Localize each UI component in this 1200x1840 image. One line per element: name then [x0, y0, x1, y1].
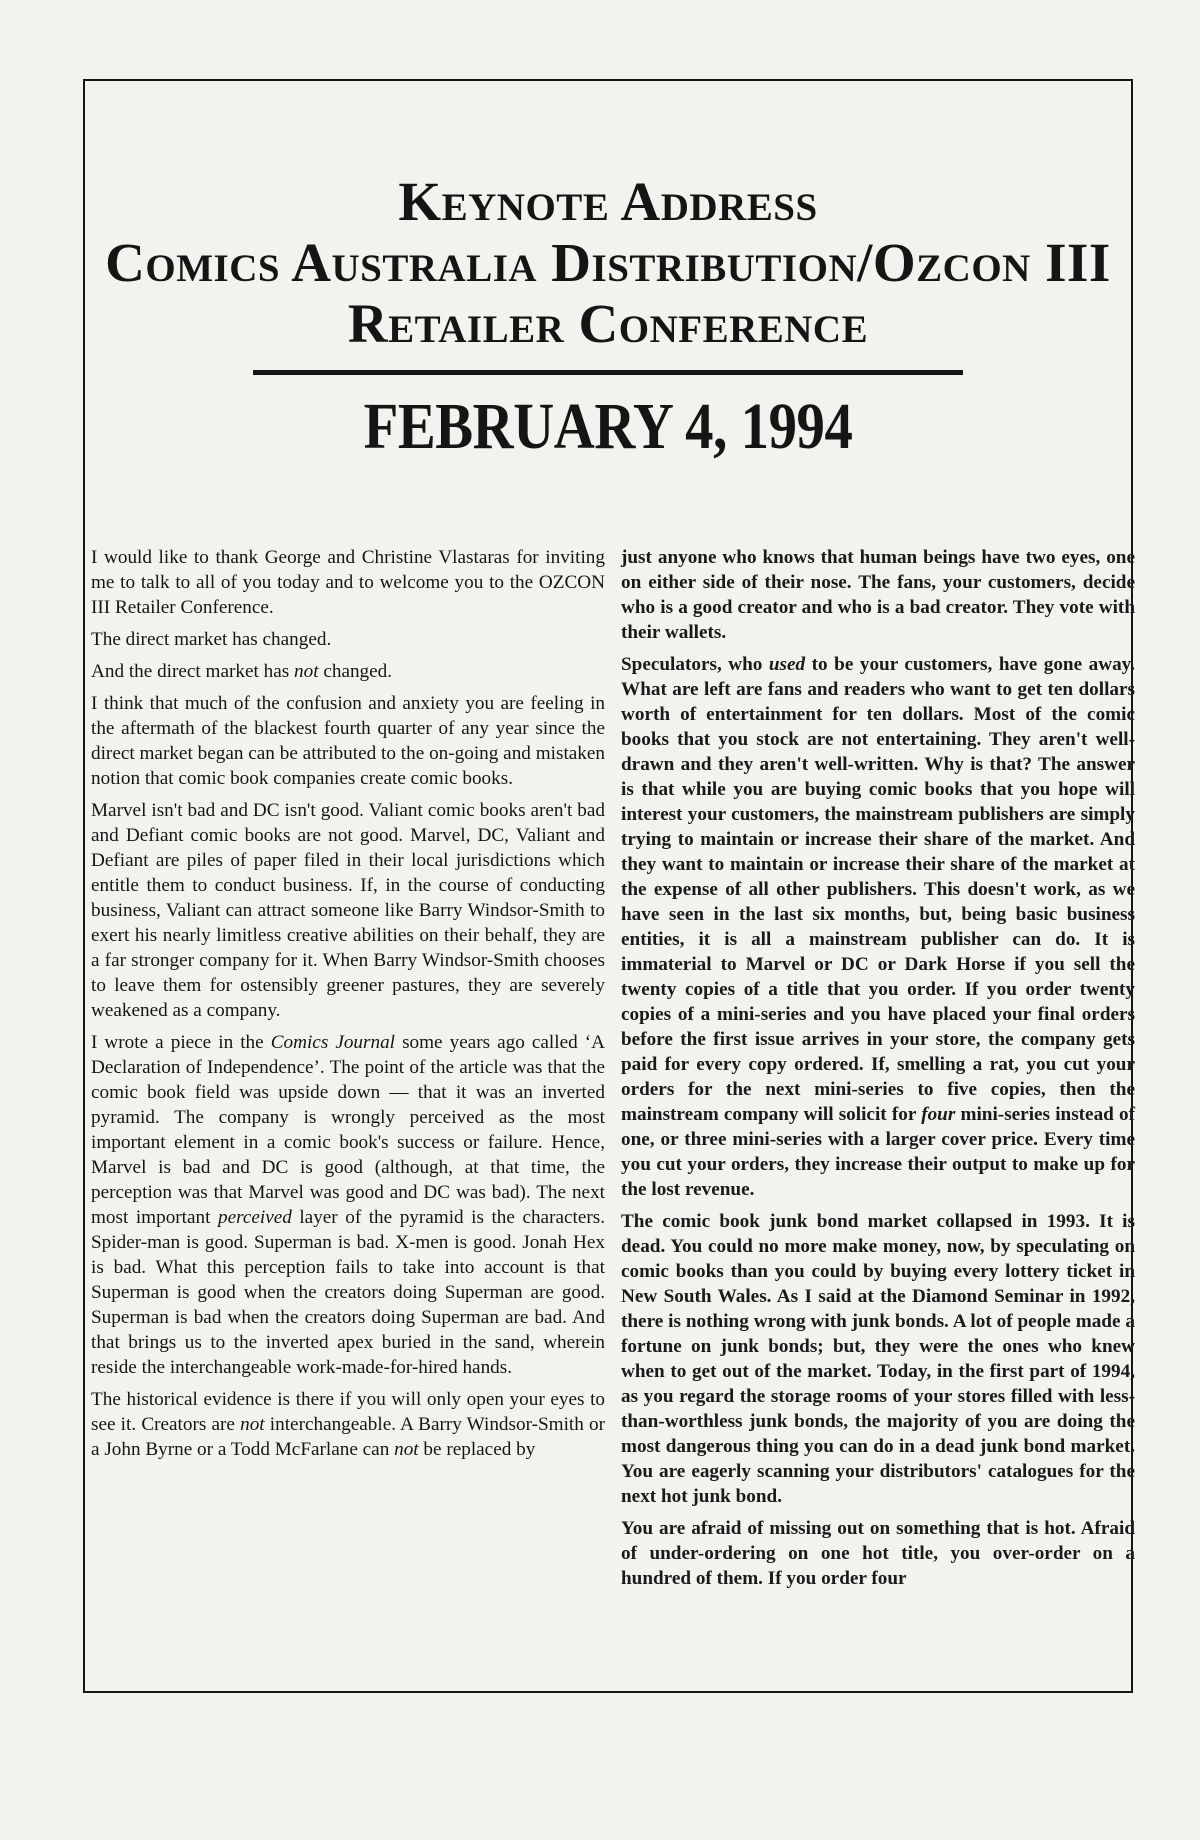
emphasis: perceived	[217, 1207, 292, 1228]
text-run: some years ago called ‘A Declaration of Independence’. The point of the article was that the comic book field was upside down — that it was an inverted pyramid. The company is wrongly perceived as the most important element in a comic book's success or failure. Hence, Marvel is bad and DC is good (although, at that time, the perception was that Marvel was good and DC was bad). The next most important	[91, 1032, 605, 1228]
text-run: I wrote a piece in the	[91, 1032, 271, 1053]
paragraph: The direct market has changed.	[91, 629, 332, 650]
paragraph	[91, 1030, 605, 1380]
text-run: mini-series instead of one, or three mini-series with a larger cover price. Every time you cut your orders, they increase their output to make up for the lost revenue.	[621, 1104, 1135, 1200]
date-heading: FEBRUARY 4, 1994	[363, 390, 853, 463]
header	[85, 171, 1131, 463]
emphasis: not	[240, 1414, 265, 1435]
paragraph: just anyone who knows that human beings have two eyes, one on either side of their nose. The fans, your customers, decide who is a good creator and who is a bad creator. They vote with their wallets.	[621, 547, 1135, 643]
paragraph: I would like to thank George and Christine Vlastaras for inviting me to talk to all of you today and to welcome you to the OZCON III Retailer Conference.	[91, 547, 605, 618]
text-run: And the direct market has	[91, 661, 294, 682]
text-run: interchangeable. A Barry Windsor-Smith or a John Byrne or a Todd McFarlane can	[91, 1414, 605, 1460]
right-column	[621, 545, 1135, 1598]
paragraph: You are afraid of missing out on something that is hot. Afraid of under-ordering on one hot title, you over-order on a hundred of them. If you order four	[621, 1518, 1135, 1589]
text-run: to be your customers, have gone away. What are left are fans and readers who want to get ten dollars worth of entertainment for ten dollars. Most of the comic books that you stock are not entertaining. They aren't well-drawn and they aren't well-written. Why is that? The answer is that while you are buying comic books that you hope will interest your customers, the mainstream publishers are simply trying to maintain or increase their share of the market. And they want to maintain or increase their share of the market at the expense of all other publishers. This doesn't work, as we have seen in the last six months, but, being basic business entities, it is all a mainstream publisher can do. It is immaterial to Marvel or DC or Dark Horse if you sell the twenty copies of a title that you order. If you order twenty copies of a mini-series and you have placed your final orders before the first issue arrives in your store, the company gets paid for every copy ordered. If, smelling a rat, you cut your orders for the next mini-series to five copies, then the mainstream company will solicit for	[621, 654, 1135, 1125]
emphasis: used	[768, 654, 806, 675]
title-line-2: Comics Australia Distribution/Ozcon III	[105, 232, 1111, 293]
text-run: Speculators, who	[621, 654, 769, 675]
title-rule	[253, 370, 963, 375]
text-run: layer of the pyramid is the characters. Spider-man is good. Superman is bad. X-men is good. Jonah Hex is bad. What this perception fails to take into account is that Superman is good when the creators doing Superman are good. Superman is bad when the creators doing Superman are bad. And that brings us to the inverted apex buried in the sand, wherein reside the interchangeable work-made-for-hired hands.	[91, 1207, 605, 1378]
page-border	[83, 79, 1133, 1693]
emphasis: Comics Journal	[270, 1032, 396, 1053]
paragraph	[91, 659, 605, 684]
paragraph: Marvel isn't bad and DC isn't good. Valiant comic books aren't bad and Defiant comic books are not good. Marvel, DC, Valiant and Defiant are piles of paper filed in their local jurisdictions which entitle them to conduct business. If, in the course of conducting business, Valiant can attract someone like Barry Windsor-Smith to exert his nearly limitless creative abilities on their behalf, they are a far stronger company for it. When Barry Windsor-Smith chooses to leave them for ostensibly greener pastures, they are severely weakened as a company.	[91, 800, 605, 1021]
left-column	[91, 545, 605, 1469]
emphasis: four	[921, 1104, 956, 1125]
title-line-3: Retailer Conference	[347, 293, 869, 354]
paragraph: The comic book junk bond market collapsed in 1993. It is dead. You could no more make money, now, by speculating on comic books than you could by buying every lottery ticket in New South Wales. As I said at the Diamond Seminar in 1992, there is nothing wrong with junk bonds. A lot of people made a fortune on junk bonds; but, they were the ones who knew when to get out of the market. Today, in the first part of 1994, as you regard the storage rooms of your stores filled with less-than-worthless junk bonds, the majority of you are doing the most dangerous thing you can do in a dead junk bond market. You are eagerly scanning your distributors' catalogues for the next hot junk bond.	[621, 1211, 1135, 1507]
text-run: The historical evidence is there if you will only open your eyes to see it. Creators are	[91, 1389, 605, 1435]
paragraph: I think that much of the confusion and anxiety you are feeling in the aftermath of the blackest fourth quarter of any year since the direct market began can be attributed to the on-going and mistaken notion that comic book companies create comic books.	[91, 693, 605, 789]
paragraph	[621, 652, 1135, 1202]
emphasis: not	[294, 661, 319, 682]
title-line-1: Keynote Address	[398, 171, 818, 232]
text-run: changed.	[318, 661, 393, 682]
emphasis: not	[394, 1439, 419, 1460]
paragraph	[91, 1387, 605, 1462]
text-run: be replaced by	[418, 1439, 536, 1460]
